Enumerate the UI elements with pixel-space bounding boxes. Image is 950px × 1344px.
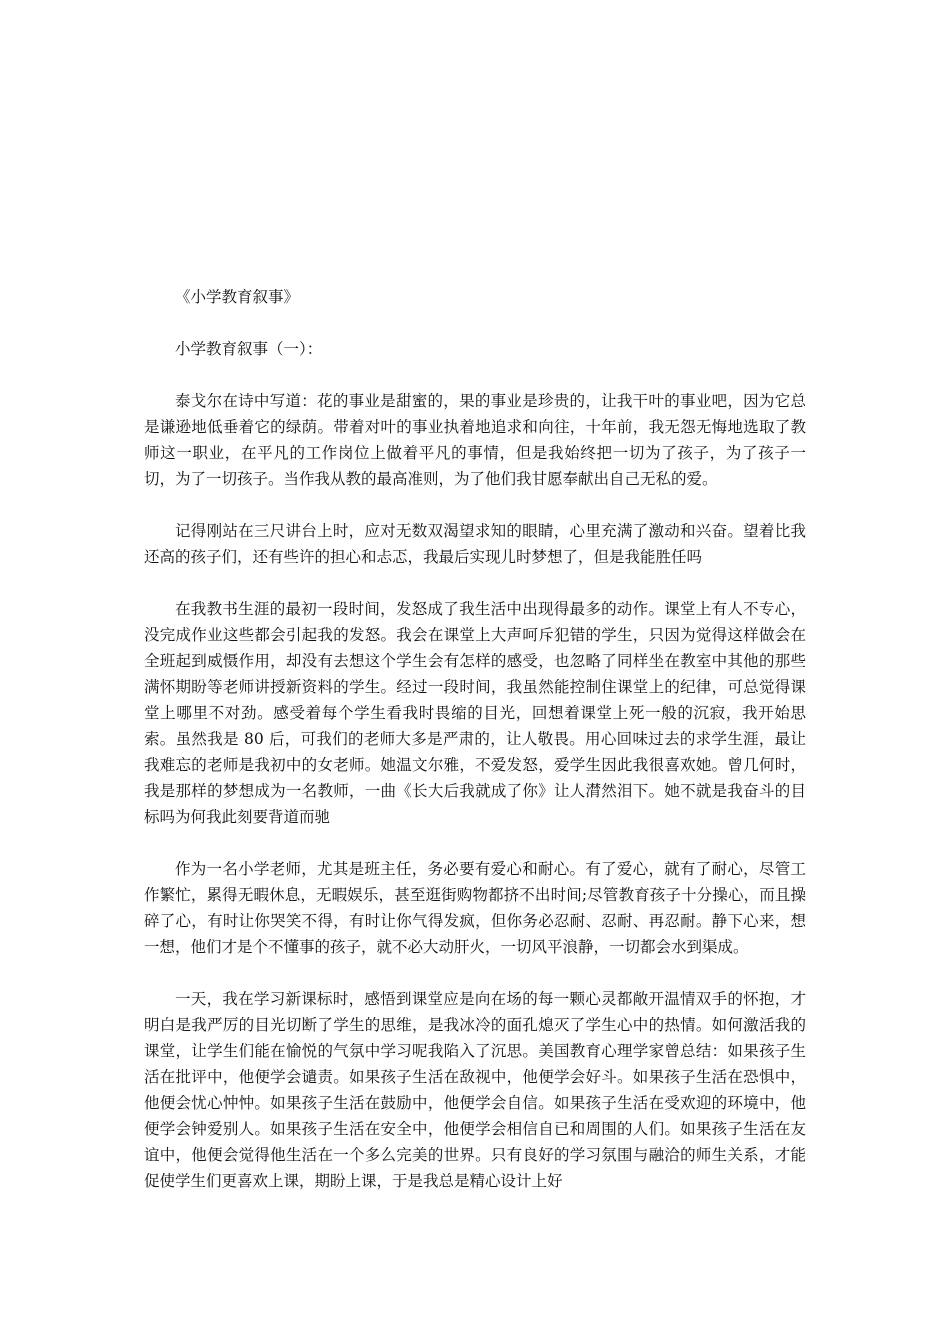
paragraph-2: 记得刚站在三尺讲台上时，应对无数双渴望求知的眼睛，心里充满了激动和兴奋。望着比我还高的孩子们，还有些许的担心和忐忑，我最后实现儿时梦想了，但是我能胜任吗 (144, 522, 806, 566)
document-body (144, 284, 806, 1220)
paragraph-1: 泰戈尔在诗中写道：花的事业是甜蜜的，果的事业是珍贵的，让我干叶的事业吧，因为它总是谦逊地低垂着它的绿荫。带着对叶的事业执着地追求和向往，十年前，我无怨无悔地选取了教师这一职业，在平凡的工作岗位上做着平凡的事情，但是我始终把一切为了孩子，为了孩子一切，为了一切孩子。当作我从教的最高准则，为了他们我甘愿奉献出自己无私的爱。 (144, 392, 806, 488)
document-title: 《小学教育叙事》 (175, 288, 300, 306)
paragraph-3: 在我教书生涯的最初一段时间，发怒成了我生活中出现得最多的动作。课堂上有人不专心，没完成作业这些都会引起我的发怒。我会在课堂上大声呵斥犯错的学生，只因为觉得这样做会在全班起到威慑作用，却没有去想这个学生会有怎样的感受，也忽略了同样坐在教室中其他的那些满怀期盼等老师讲授新资料的学生。经过一段时间，我虽然能控制住课堂上的纪律，可总觉得课堂上哪里不对劲。感受着每个学生看我时畏缩的目光，回想着课堂上死一般的沉寂，我开始思索。虽然我是 80 后，可我们的老师大多是严肃的，让人敬畏。用心回味过去的求学生涯，最让我难忘的老师是我初中的女老师。她温文尔雅，不爱发怒，爱学生因此我很喜欢她。曾几何时，我是那样的梦想成为一名教师，一曲《长大后我就成了你》让人潸然泪下。她不就是我奋斗的目标吗为何我此刻要背道而驰 (144, 600, 806, 826)
paragraph-5: 一天，我在学习新课标时，感悟到课堂应是向在场的每一颗心灵都敞开温情双手的怀抱，才明白是我严厉的目光切断了学生的思维，是我冰冷的面孔熄灭了学生心中的热情。如何激活我的课堂，让学生们能在愉悦的气氛中学习呢我陷入了沉思。美国教育心理学家曾总结：如果孩子生活在批评中，他便学会谴责。如果孩子生活在敌视中，他便学会好斗。如果孩子生活在恐惧中，他便会忧心忡忡。如果孩子生活在鼓励中，他便学会自信。如果孩子生活在受欢迎的环境中，他便学会钟爱别人。如果孩子生活在安全中，他便学会相信自已和周围的人们。如果孩子生活在友谊中，他便会觉得他生活在一个多么完美的世界。只有良好的学习氛围与融洽的师生关系，才能促使学生们更喜欢上课，期盼上课，于是我总是精心设计上好 (144, 990, 806, 1190)
paragraph-4: 作为一名小学老师，尤其是班主任，务必要有爱心和耐心。有了爱心，就有了耐心，尽管工作繁忙，累得无暇休息，无暇娱乐，甚至逛街购物都挤不出时间;尽管教育孩子十分操心，而且操碎了心，有时让你哭笑不得，有时让你气得发疯，但你务必忍耐、忍耐、再忍耐。静下心来，想一想，他们才是个不懂事的孩子，就不必大动肝火，一切风平浪静，一切都会水到渠成。 (144, 860, 806, 956)
document-subtitle: 小学教育叙事（一）： (175, 340, 323, 358)
